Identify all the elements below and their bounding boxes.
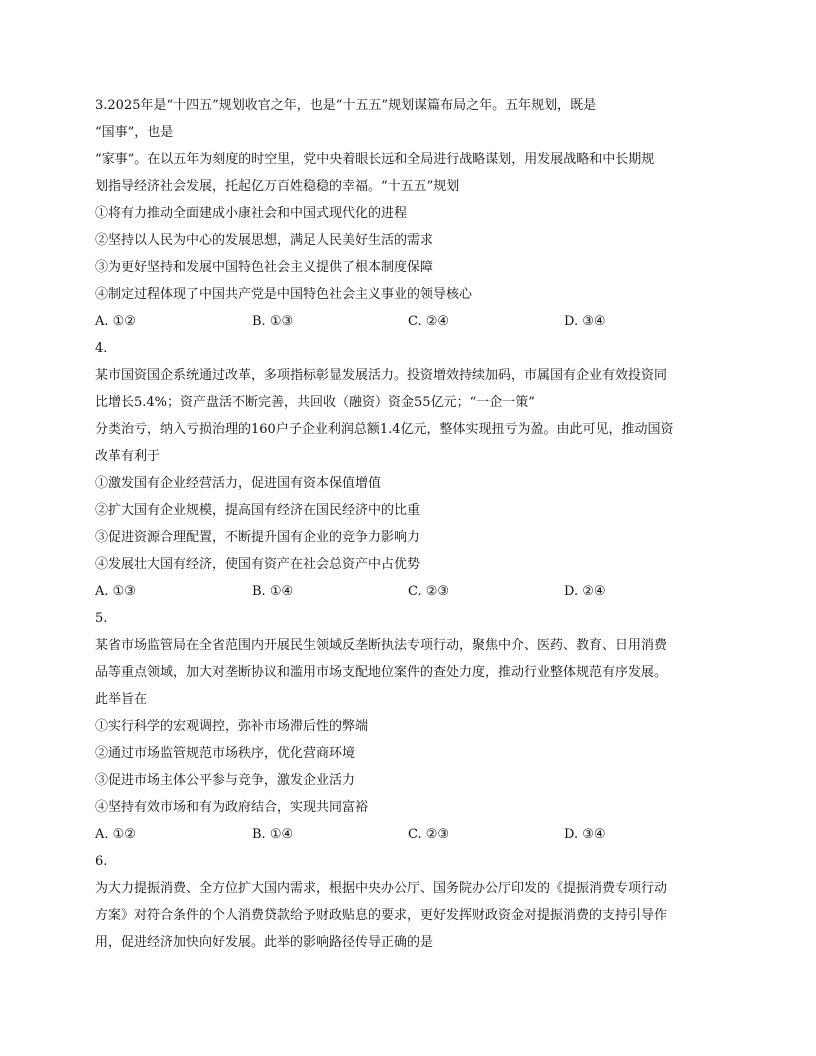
question-5-option-1: ①实行科学的宏观调控，弥补市场滞后性的弊端 (95, 719, 369, 734)
question-4-stem-line-3: 分类治亏，纳入亏损治理的160户子企业利润总额1.4亿元，整体实现扭亏为盈。由此可见，推动国资 (95, 422, 674, 437)
question-3 (95, 92, 725, 335)
document-page (95, 92, 725, 956)
question-3-stem-line-4: 划指导经济社会发展，托起亿万百姓稳稳的幸福。“十五五”规划 (95, 179, 460, 194)
question-5-option-3: ③促进市场主体公平参与竞争，激发企业活力 (95, 773, 356, 788)
question-5-number: 5. (95, 611, 108, 626)
question-4-option-1: ①激发国有企业经营活力，促进国有资本保值增值 (95, 476, 382, 491)
question-4-number: 4. (95, 341, 108, 356)
question-3-choice-d: D. ③④ (564, 314, 606, 329)
question-6-stem-line-3: 用，促进经济加快向好发展。此举的影响路径传导正确的是 (95, 935, 434, 950)
question-4-option-2: ②扩大国有企业规模，提高国有经济在国民经济中的比重 (95, 503, 421, 518)
question-5-choice-c: C. ②③ (408, 827, 450, 842)
question-5-choices (95, 821, 725, 848)
question-5-stem-line-2: 品等重点领域，加大对垄断协议和滥用市场支配地位案件的查处力度，推动行业整体规范有序发展。 (95, 665, 668, 680)
question-4-choices (95, 578, 725, 605)
question-4 (95, 335, 725, 605)
question-5-stem-line-3: 此举旨在 (95, 692, 148, 707)
question-3-option-4: ④制定过程体现了中国共产党是中国特色社会主义事业的领导核心 (95, 287, 473, 302)
question-3-stem-line-2: “国事”，也是 (95, 125, 174, 140)
question-3-choice-c: C. ②④ (408, 314, 450, 329)
question-6-number: 6. (95, 854, 108, 869)
question-4-stem-line-1: 某市国资国企系统通过改革，多项指标彰显发展活力。投资增效持续加码，市属国有企业有效投资同 (95, 368, 668, 383)
question-4-option-3: ③促进资源合理配置，不断提升国有企业的竞争力影响力 (95, 530, 421, 545)
question-4-stem-line-2: 比增长5.4%；资产盘活不断完善，共回收（融资）资金55亿元；“一企一策” (95, 395, 535, 410)
question-6-stem-line-2: 方案》对符合条件的个人消费贷款给予财政贴息的要求，更好发挥财政资金对提振消费的支持引导作 (95, 908, 668, 923)
question-3-option-2: ②坚持以人民为中心的发展思想，满足人民美好生活的需求 (95, 233, 434, 248)
question-5-choice-b: B. ①④ (252, 827, 294, 842)
question-4-choice-d: D. ②④ (564, 584, 606, 599)
question-4-stem-line-4: 改革有利于 (95, 449, 161, 464)
question-5-stem-line-1: 某省市场监管局在全省范围内开展民生领域反垄断执法专项行动，聚焦中介、医药、教育、日用消费 (95, 638, 668, 653)
question-3-choices (95, 308, 725, 335)
question-5-choice-d: D. ③④ (564, 827, 606, 842)
question-3-choice-a: A. ①② (95, 314, 136, 329)
question-5-option-4: ④坚持有效市场和有为政府结合，实现共同富裕 (95, 800, 369, 815)
question-3-stem-line-3: “家事”。在以五年为刻度的时空里，党中央着眼长远和全局进行战略谋划，用发展战略和中长期规 (95, 152, 655, 167)
question-3-choice-b: B. ①③ (252, 314, 294, 329)
question-5-option-2: ②通过市场监管规范市场秩序，优化营商环境 (95, 746, 356, 761)
question-3-option-3: ③为更好坚持和发展中国特色社会主义提供了根本制度保障 (95, 260, 434, 275)
question-3-option-1: ①将有力推动全面建成小康社会和中国式现代化的进程 (95, 206, 408, 221)
question-5-choice-a: A. ①② (95, 827, 136, 842)
question-6-stem-line-1: 为大力提振消费、全方位扩大国内需求，根据中央办公厅、国务院办公厅印发的《提振消费专项行动 (95, 881, 668, 896)
question-5 (95, 605, 725, 848)
question-6 (95, 848, 725, 956)
question-3-stem-line-1: 3.2025年是“十四五”规划收官之年，也是“十五五”规划谋篇布局之年。五年规划，既是 (95, 98, 597, 113)
question-4-choice-c: C. ②③ (408, 584, 450, 599)
question-4-choice-b: B. ①④ (252, 584, 294, 599)
question-4-option-4: ④发展壮大国有经济，使国有资产在社会总资产中占优势 (95, 557, 421, 572)
question-4-choice-a: A. ①③ (95, 584, 136, 599)
